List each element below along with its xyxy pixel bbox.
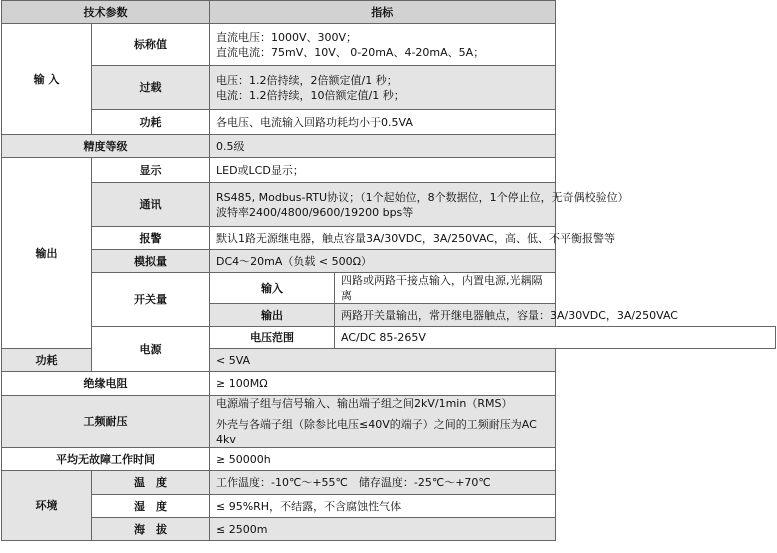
- rated-label: 标称值: [92, 24, 210, 66]
- humidity-label: 湿 度: [92, 495, 210, 518]
- accuracy-label: 精度等级: [2, 135, 210, 158]
- temperature-value: 工作温度：-10℃～+55℃ 储存温度：-25℃～+70℃: [210, 471, 556, 495]
- power-group-label: 电源: [92, 327, 210, 372]
- header-spec: 指标: [210, 1, 556, 24]
- mtbf-value: ≥ 50000h: [210, 448, 556, 471]
- switch-label: 开关量: [92, 273, 210, 327]
- switch-input-value: 四路或两路干接点输入，内置电源,光耦隔离: [335, 273, 556, 304]
- comm-value: RS485, Modbus-RTU协议；（1个起始位，8个数据位，1个停止位，无奇偶校验位） 波特率2400/4800/9600/19200 bps等: [210, 183, 556, 227]
- altitude-label: 海 拔: [92, 518, 210, 541]
- overload-label: 过载: [92, 66, 210, 110]
- consumption-value: < 5VA: [210, 349, 556, 372]
- environment-group-label: 环境: [2, 471, 92, 541]
- withstand-value: 电源端子组与信号输入、输出端子组之间2kV/1min（RMS） 外壳与各端子组（除参比电压≤40V的端子）之间的工频耐压为AC 4kv: [210, 396, 556, 448]
- switch-output-value: 两路开关量输出，常开继电器触点，容量：3A/30VDC，3A/250VAC: [335, 304, 556, 327]
- switch-input-label: 输入: [210, 273, 335, 304]
- accuracy-value: 0.5级: [210, 135, 556, 158]
- altitude-value: ≤ 2500m: [210, 518, 556, 541]
- analog-label: 模拟量: [92, 250, 210, 273]
- voltage-range-value: AC/DC 85-265V: [335, 327, 776, 349]
- input-group-label: 输 入: [2, 24, 92, 135]
- alarm-label: 报警: [92, 227, 210, 250]
- display-value: LED或LCD显示；: [210, 158, 556, 183]
- analog-value: DC4～20mA（负载 < 500Ω）: [210, 250, 556, 273]
- alarm-value: 默认1路无源继电器，触点容量3A/30VDC，3A/250VAC，高、低、不平衡报警等: [210, 227, 556, 250]
- input-power-label: 功耗: [92, 110, 210, 135]
- input-power-value: 各电压、电流输入回路功耗均小于0.5VA: [210, 110, 556, 135]
- header-param: 技术参数: [2, 1, 210, 24]
- output-group-label: 输出: [2, 158, 92, 349]
- voltage-range-label: 电压范围: [210, 327, 335, 349]
- comm-label: 通讯: [92, 183, 210, 227]
- switch-output-label: 输出: [210, 304, 335, 327]
- insulation-label: 绝缘电阻: [2, 372, 210, 396]
- humidity-value: ≤ 95%RH，不结露，不含腐蚀性气体: [210, 495, 556, 518]
- header-row: [2, 1, 776, 24]
- spec-table: [1, 0, 776, 541]
- mtbf-label: 平均无故障工作时间: [2, 448, 210, 471]
- rated-value: 直流电压：1000V、300V； 直流电流：75mV、10V、 0-20mA、4-20mA、5A；: [210, 24, 556, 66]
- overload-value: 电压：1.2倍持续，2倍额定值/1 秒； 电流：1.2倍持续，10倍额定值/1 秒；: [210, 66, 556, 110]
- display-label: 显示: [92, 158, 210, 183]
- withstand-label: 工频耐压: [2, 396, 210, 448]
- consumption-label: 功耗: [2, 349, 92, 372]
- temperature-label: 温 度: [92, 471, 210, 495]
- insulation-value: ≥ 100MΩ: [210, 372, 556, 396]
